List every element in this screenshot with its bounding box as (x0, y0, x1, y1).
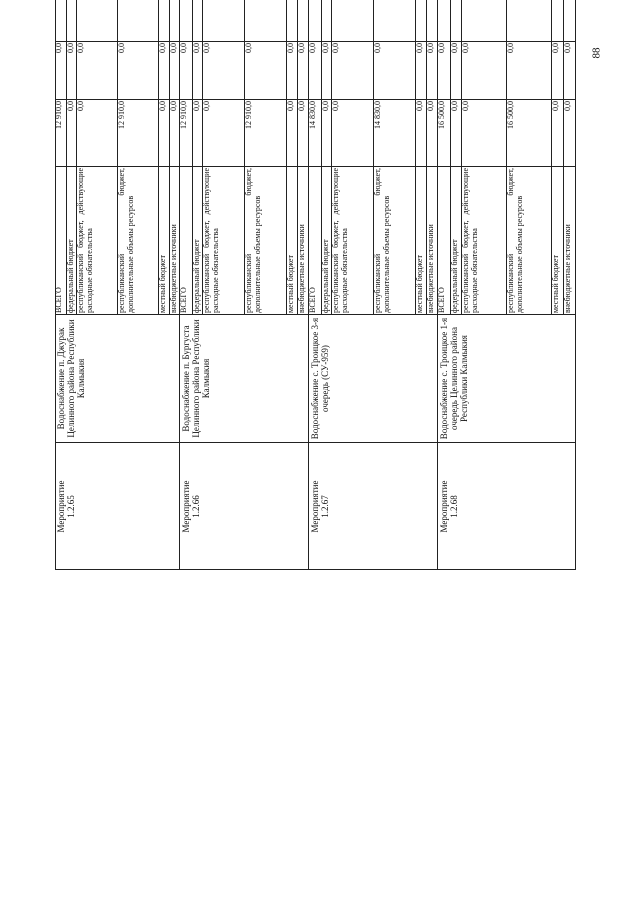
funding-value: 0,0 (77, 41, 118, 99)
funding-value: 0,0 (67, 41, 77, 99)
funding-value: 0,0 (416, 41, 427, 99)
funding-value: 0,0 (159, 99, 170, 166)
funding-value: 0,0 (193, 99, 203, 166)
funding-value: 0,0 (451, 41, 462, 99)
funding-source: местный бюджет (416, 166, 427, 314)
funding-value: 0,0 (170, 41, 180, 99)
measure-label: Мероприятие 1.2.68 (438, 442, 576, 570)
funding-source: ВСЕГО (180, 166, 193, 314)
funding-value: 0,0 (287, 41, 298, 99)
funding-value (55, 0, 67, 41)
funding-value (322, 0, 332, 41)
funding-value (552, 0, 564, 41)
funding-source: местный бюджет (287, 166, 298, 314)
funding-value: 0,0 (67, 99, 77, 166)
funding-value: 0,0 (170, 99, 180, 166)
measure-label: Мероприятие 1.2.66 (180, 442, 309, 570)
funding-value: 0,0 (193, 41, 203, 99)
funding-source: республиканский бюджет, действующие расходные обязательства (462, 166, 507, 314)
measure-label: Мероприятие 1.2.65 (55, 442, 180, 570)
funding-value: 0,0 (552, 41, 564, 99)
funding-value (332, 0, 374, 41)
funding-value (374, 0, 416, 41)
funding-value: 0,0 (55, 41, 67, 99)
funding-value: 0,0 (332, 41, 374, 99)
funding-value (309, 0, 322, 41)
funding-value (507, 0, 552, 41)
funding-value (416, 0, 427, 41)
funding-value: 12 910,0 (118, 99, 159, 166)
funding-value: 12 910,0 (55, 99, 67, 166)
funding-source: республиканский бюджет, действующие расходные обязательства (77, 166, 118, 314)
funding-source: ВСЕГО (309, 166, 322, 314)
funding-value (77, 0, 118, 41)
funding-source: федеральный бюджет (193, 166, 203, 314)
funding-source: республиканский бюджет, действующие расходные обязательства (203, 166, 245, 314)
funding-value: 0,0 (451, 99, 462, 166)
budget-table (55, 0, 576, 570)
funding-source: ВСЕГО (438, 166, 451, 314)
funding-value: 0,0 (180, 41, 193, 99)
funding-value: 0,0 (203, 41, 245, 99)
funding-value: 14 830,0 (374, 99, 416, 166)
funding-source: федеральный бюджет (451, 166, 462, 314)
funding-value (203, 0, 245, 41)
funding-value (180, 0, 193, 41)
funding-value (564, 0, 576, 41)
funding-source: республиканский бюджет, дополнительные объемы ресурсов (507, 166, 552, 314)
funding-source: республиканский бюджет, дополнительные объемы ресурсов (245, 166, 287, 314)
funding-value: 0,0 (332, 99, 374, 166)
funding-value: 0,0 (159, 41, 170, 99)
funding-value: 12 910,0 (245, 99, 287, 166)
funding-value: 0,0 (287, 99, 298, 166)
funding-value: 14 830,0 (309, 99, 322, 166)
funding-value (170, 0, 180, 41)
funding-source: местный бюджет (552, 166, 564, 314)
funding-value: 0,0 (309, 41, 322, 99)
funding-value (438, 0, 451, 41)
funding-value: 0,0 (374, 41, 416, 99)
funding-source: федеральный бюджет (322, 166, 332, 314)
funding-value: 0,0 (416, 99, 427, 166)
measure-name: Водоснабжение с. Троицкое 3-я очередь (СУ-959) (309, 314, 438, 442)
funding-source: внебюджетные источники (170, 166, 180, 314)
funding-value: 0,0 (298, 99, 309, 166)
funding-source: республиканский бюджет, действующие расходные обязательства (332, 166, 374, 314)
funding-value (118, 0, 159, 41)
funding-value: 16 500,0 (507, 99, 552, 166)
funding-value: 0,0 (427, 41, 438, 99)
funding-value (159, 0, 170, 41)
funding-source: внебюджетные источники (427, 166, 438, 314)
funding-value: 0,0 (298, 41, 309, 99)
funding-value: 0,0 (564, 41, 576, 99)
funding-value: 0,0 (245, 41, 287, 99)
funding-value (462, 0, 507, 41)
funding-source: внебюджетные источники (564, 166, 576, 314)
measure-name: Водоснабжение п. Бургуста Целинного района Республики Калмыкия (180, 314, 309, 442)
funding-value (287, 0, 298, 41)
measure-name: Водоснабжение п. Джурак Целинного района Республики Калмыкия (55, 314, 180, 442)
funding-value: 0,0 (438, 41, 451, 99)
funding-value (451, 0, 462, 41)
funding-value (298, 0, 309, 41)
funding-value: 0,0 (322, 99, 332, 166)
funding-value: 0,0 (77, 99, 118, 166)
measure-name: Водоснабжение с. Троицкое 1-я очередь Целинного района Республики Калмыкия (438, 314, 576, 442)
funding-value: 0,0 (462, 99, 507, 166)
funding-value (67, 0, 77, 41)
funding-value: 0,0 (118, 41, 159, 99)
funding-value (193, 0, 203, 41)
funding-value: 0,0 (427, 99, 438, 166)
funding-source: внебюджетные источники (298, 166, 309, 314)
funding-value (245, 0, 287, 41)
funding-value (427, 0, 438, 41)
funding-value: 0,0 (552, 99, 564, 166)
page-number (586, 38, 606, 68)
funding-value: 0,0 (564, 99, 576, 166)
funding-value: 0,0 (322, 41, 332, 99)
funding-value: 0,0 (462, 41, 507, 99)
funding-source: ВСЕГО (55, 166, 67, 314)
funding-value: 16 500,0 (438, 99, 451, 166)
funding-source: местный бюджет (159, 166, 170, 314)
funding-value: 12 910,0 (180, 99, 193, 166)
page-number-text: 88 (590, 47, 602, 59)
funding-value: 0,0 (203, 99, 245, 166)
funding-source: федеральный бюджет (67, 166, 77, 314)
funding-value: 0,0 (507, 41, 552, 99)
funding-source: республиканский бюджет, дополнительные объемы ресурсов (374, 166, 416, 314)
measure-label: Мероприятие 1.2.67 (309, 442, 438, 570)
funding-source: республиканский бюджет, дополнительные объемы ресурсов (118, 166, 159, 314)
